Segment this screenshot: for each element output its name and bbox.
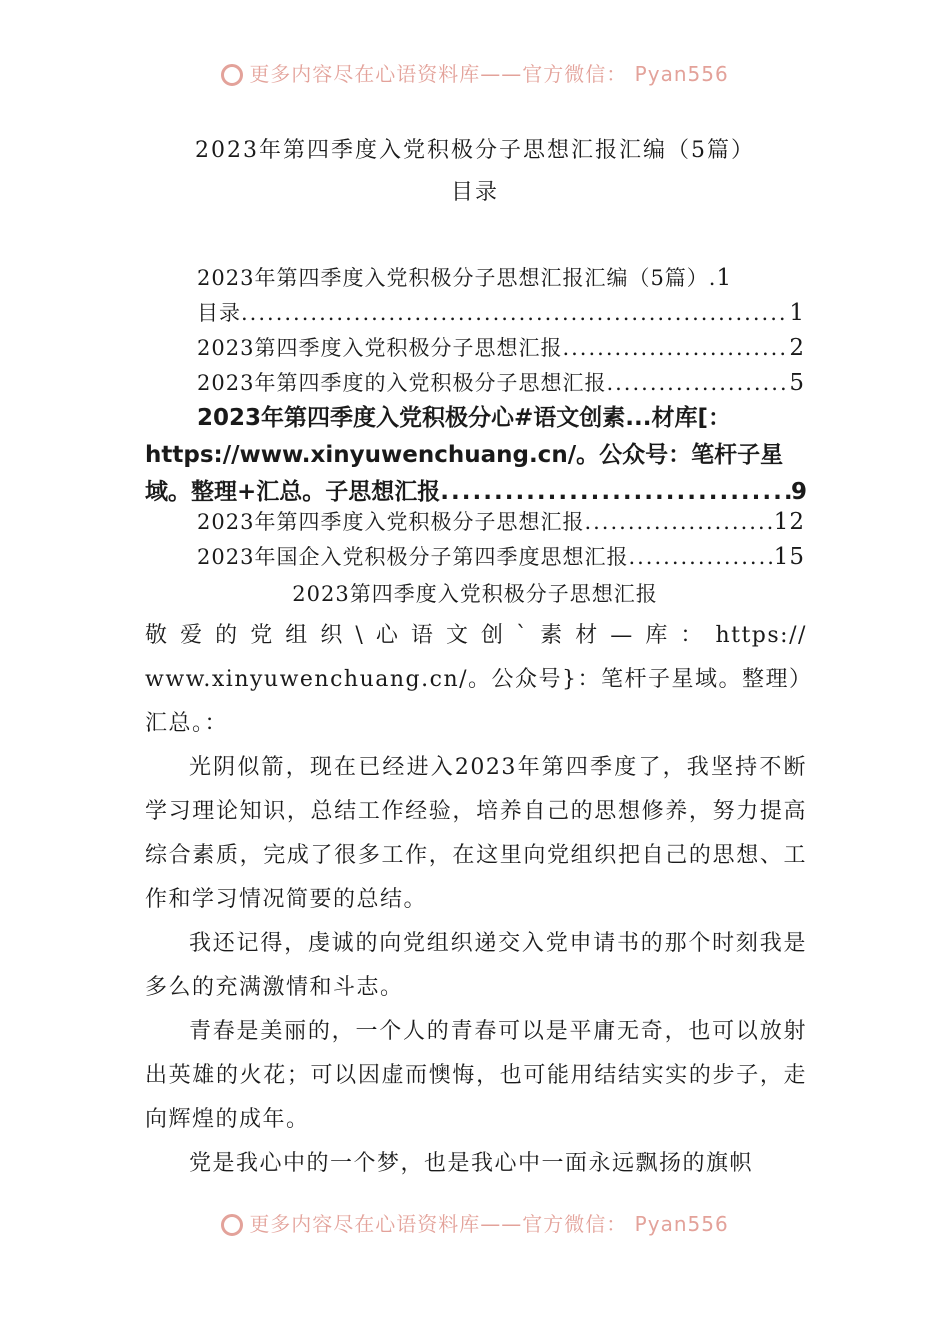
salutation-char: 织 [320,623,344,648]
paragraph: 光阴似箭，现在已经进入2023年第四季度了，我坚持不断学习理论知识，总结工作经验，培养自己的思想修养，努力提高综合素质，完成了很多工作，在这里向党组织把自己的思想、工作和学习情况简要的总结。 [145,755,807,912]
toc-leader [241,301,789,325]
salutation-char: https:// [715,623,807,648]
salutation-char: 文 [445,623,470,648]
toc-entry[interactable] [197,297,805,332]
toc-entry-text: 2023年第四季度入党积极分子思想汇报汇编（5篇）. [197,266,717,290]
toc-entry-text: 目录 [197,301,241,325]
toc-entry-page: 2 [789,335,805,361]
toc-heading: 目录 [450,180,499,205]
toc-entry[interactable] [197,262,805,297]
watermark-logo-icon [221,64,243,86]
toc-entry[interactable] [197,332,805,367]
salutation-char: 敬 [145,623,169,648]
salutation [145,614,813,746]
toc-block-top [197,262,805,402]
section-heading: 2023第四季度入党积极分子思想汇报 [292,582,658,606]
salutation-char: 创 [481,623,505,648]
toc-entry[interactable] [197,506,805,541]
toc-leader [562,336,789,360]
paragraph: 我还记得，虔诚的向党组织递交入党申请书的那个时刻我是多么的充满激情和斗志。 [145,931,807,1000]
toc-entry[interactable] [197,367,805,402]
toc-entry-page: 9 [790,479,807,505]
toc-entry-page: 15 [773,544,805,570]
body-paragraphs [145,746,807,1186]
footer-watermark-text: 更多内容尽在心语资料库——官方微信： Pyan556 [249,1212,729,1236]
toc-odd-line-3: 域。整理+汇总。子思想汇报 [145,479,441,505]
salutation-char: ： [680,623,704,648]
salutation-char: 心 [375,623,400,648]
toc-entry-page: 1 [789,300,805,326]
toc-leader [628,545,773,569]
toc-entry-text: 2023年第四季度入党积极分子思想汇报 [197,510,585,534]
salutation-line-1 [145,614,807,658]
toc-odd-line-1: 2023年第四季度入党积极分心#语文创素...材库[： [197,405,732,431]
salutation-char: 党 [250,623,274,648]
salutation-line-2: www.xinyuwenchuang.cn/。公众号}：笔杆子星域。整理） [145,667,813,692]
paragraph: 青春是美丽的，一个人的青春可以是平庸无奇，也可以放射出英雄的火花；可以因虚而懊悔，也可能用结结实实的步子，走向辉煌的成年。 [145,1019,807,1132]
toc-entry-page: 5 [789,370,805,396]
document-title: 2023年第四季度入党积极分子思想汇报汇编（5篇） [195,138,755,163]
toc-entry-page: 12 [773,509,805,535]
salutation-char: ` [516,623,529,648]
paragraph: 党是我心中的一个梦，也是我心中一面永远飘扬的旗帜 [189,1151,754,1176]
toc-leader [606,371,789,395]
salutation-char: 素 [540,623,564,648]
salutation-char: \ [355,623,365,648]
salutation-char: — [610,623,634,648]
header-watermark [0,58,950,87]
watermark-logo-icon [221,1214,243,1236]
footer-watermark [0,1208,950,1237]
salutation-char: 组 [285,623,309,648]
toc-block-bottom [197,506,805,576]
header-watermark-text: 更多内容尽在心语资料库——官方微信： Pyan556 [249,62,729,86]
toc-odd-line-2: https://www.xinyuwenchuang.cn/。公众号：笔杆子星 [145,442,784,468]
salutation-char: 爱 [180,623,204,648]
toc-entry-text: 2023第四季度入党积极分子思想汇报 [197,336,563,360]
salutation-char: 的 [215,623,239,648]
salutation-char: 材 [575,623,599,648]
toc-entry-inserted[interactable] [145,400,807,511]
salutation-line-3: 汇总。： [145,711,229,736]
toc-entry-text: 2023年第四季度的入党积极分子思想汇报 [197,371,607,395]
salutation-char: 库 [645,623,669,648]
toc-entry-page: 1 [716,265,733,291]
salutation-char: 语 [410,623,435,648]
toc-entry[interactable] [197,541,805,576]
toc-leader [584,510,773,534]
toc-entry-text: 2023年国企入党积极分子第四季度思想汇报 [197,545,629,569]
